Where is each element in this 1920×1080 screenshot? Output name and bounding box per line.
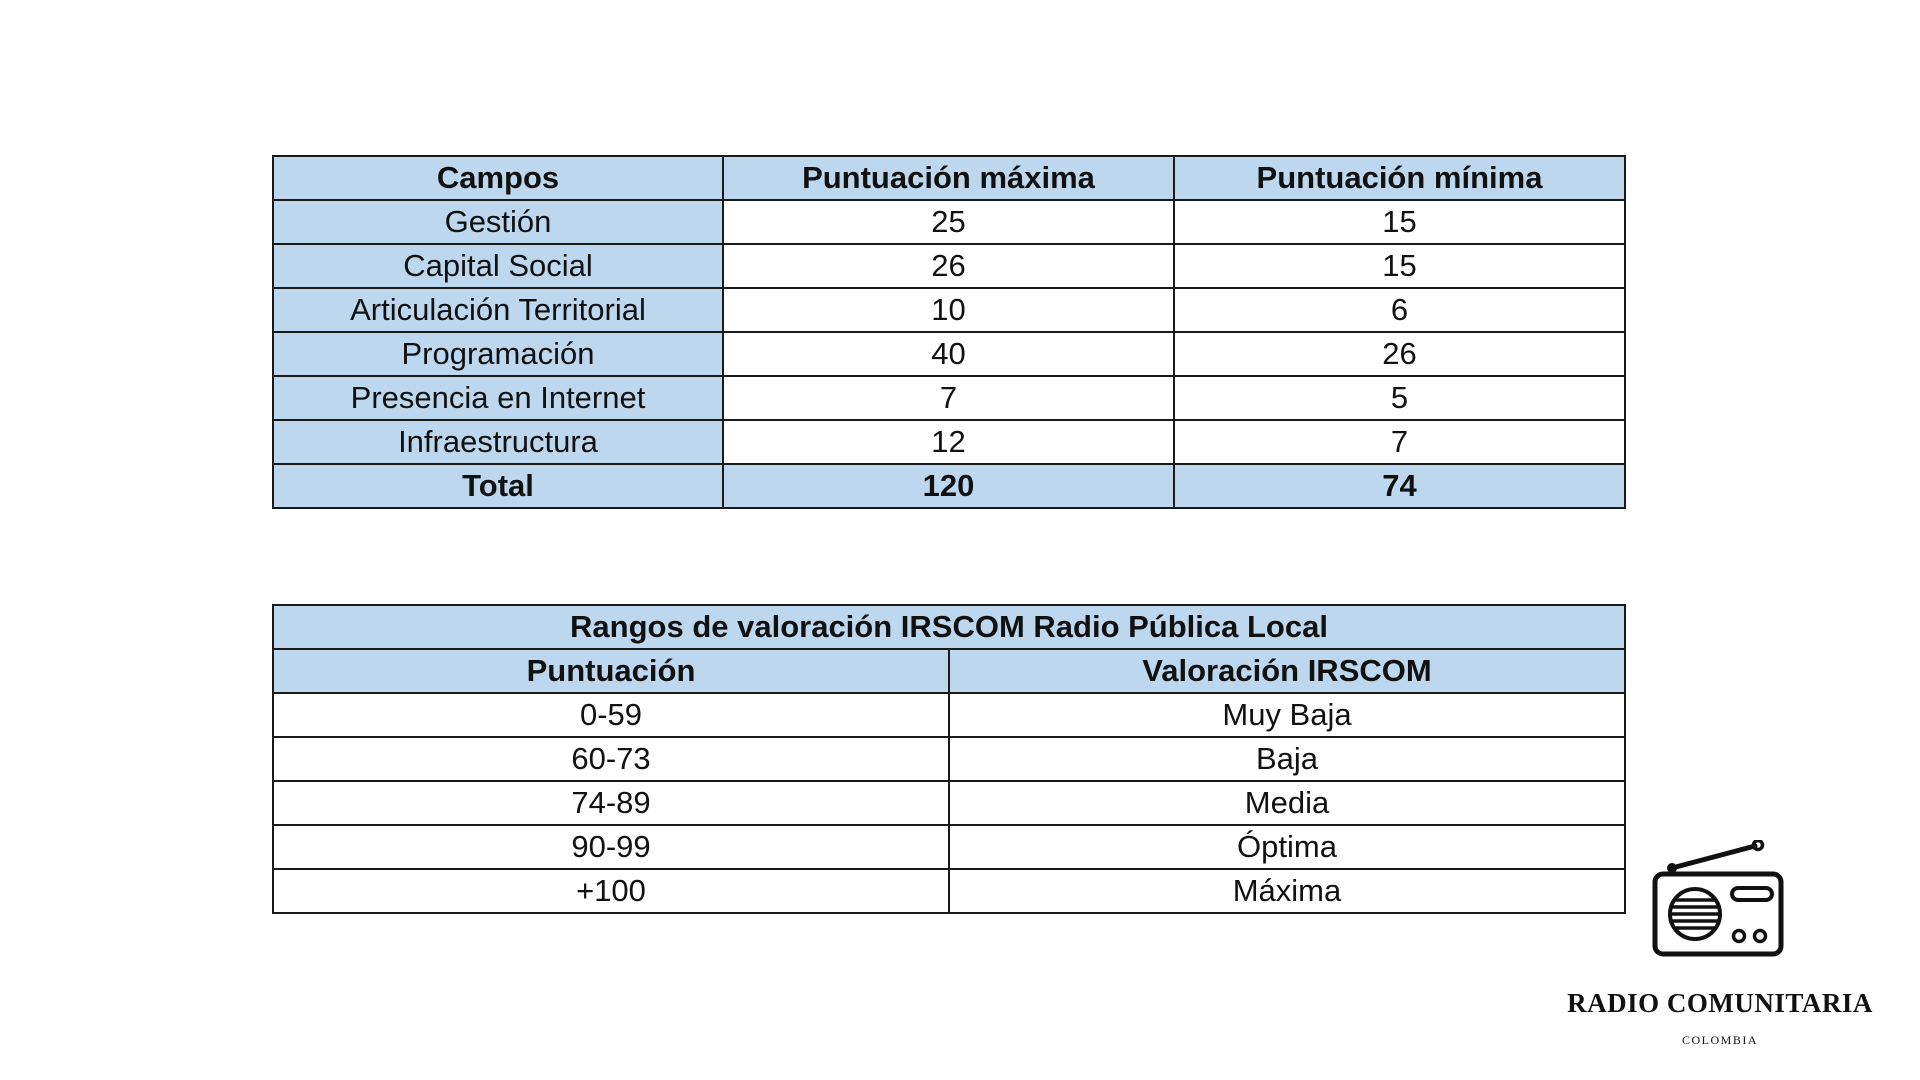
brand-country: COLOMBIA xyxy=(1681,1033,1758,1047)
table-title-row xyxy=(273,605,1625,649)
rating-cell: Óptima xyxy=(949,825,1625,869)
table-row xyxy=(273,244,1625,288)
table-row xyxy=(273,332,1625,376)
min-score-cell: 6 xyxy=(1174,288,1625,332)
min-score-cell: 15 xyxy=(1174,200,1625,244)
table-row xyxy=(273,825,1625,869)
column-header-campos: Campos xyxy=(273,156,723,200)
table-header-row xyxy=(273,156,1625,200)
rating-cell: Máxima xyxy=(949,869,1625,913)
row-label: Articulación Territorial xyxy=(273,288,723,332)
scores-table xyxy=(272,155,1626,509)
table-row xyxy=(273,693,1625,737)
row-label: Programación xyxy=(273,332,723,376)
table-row xyxy=(273,200,1625,244)
table-title: Rangos de valoración IRSCOM Radio Pública Local xyxy=(273,605,1625,649)
table-row xyxy=(273,376,1625,420)
max-score-cell: 26 xyxy=(723,244,1174,288)
max-score-cell: 10 xyxy=(723,288,1174,332)
table-header-row xyxy=(273,649,1625,693)
total-label: Total xyxy=(273,464,723,508)
brand-name: RADIO COMUNITARIA xyxy=(1567,988,1873,1018)
score-range-cell: +100 xyxy=(273,869,949,913)
column-header-valoracion: Valoración IRSCOM xyxy=(949,649,1625,693)
table-row xyxy=(273,737,1625,781)
score-range-cell: 60-73 xyxy=(273,737,949,781)
min-score-cell: 7 xyxy=(1174,420,1625,464)
brand-logo xyxy=(1560,840,1880,1048)
total-row xyxy=(273,464,1625,508)
score-range-cell: 90-99 xyxy=(273,825,949,869)
column-header-puntuacion: Puntuación xyxy=(273,649,949,693)
score-range-cell: 74-89 xyxy=(273,781,949,825)
rating-cell: Media xyxy=(949,781,1625,825)
column-header-max: Puntuación máxima xyxy=(723,156,1174,200)
column-header-min: Puntuación mínima xyxy=(1174,156,1625,200)
table-row xyxy=(273,288,1625,332)
table-row xyxy=(273,781,1625,825)
rating-cell: Muy Baja xyxy=(949,693,1625,737)
row-label: Capital Social xyxy=(273,244,723,288)
rating-cell: Baja xyxy=(949,737,1625,781)
max-score-cell: 7 xyxy=(723,376,1174,420)
max-score-cell: 12 xyxy=(723,420,1174,464)
row-label: Presencia en Internet xyxy=(273,376,723,420)
table-row xyxy=(273,420,1625,464)
min-score-cell: 15 xyxy=(1174,244,1625,288)
row-label: Infraestructura xyxy=(273,420,723,464)
max-score-cell: 40 xyxy=(723,332,1174,376)
ranges-table xyxy=(272,604,1626,914)
radio-icon xyxy=(1650,840,1790,960)
row-label: Gestión xyxy=(273,200,723,244)
score-range-cell: 0-59 xyxy=(273,693,949,737)
max-score-cell: 25 xyxy=(723,200,1174,244)
min-score-cell: 5 xyxy=(1174,376,1625,420)
total-max: 120 xyxy=(723,464,1174,508)
total-min: 74 xyxy=(1174,464,1625,508)
min-score-cell: 26 xyxy=(1174,332,1625,376)
table-row xyxy=(273,869,1625,913)
